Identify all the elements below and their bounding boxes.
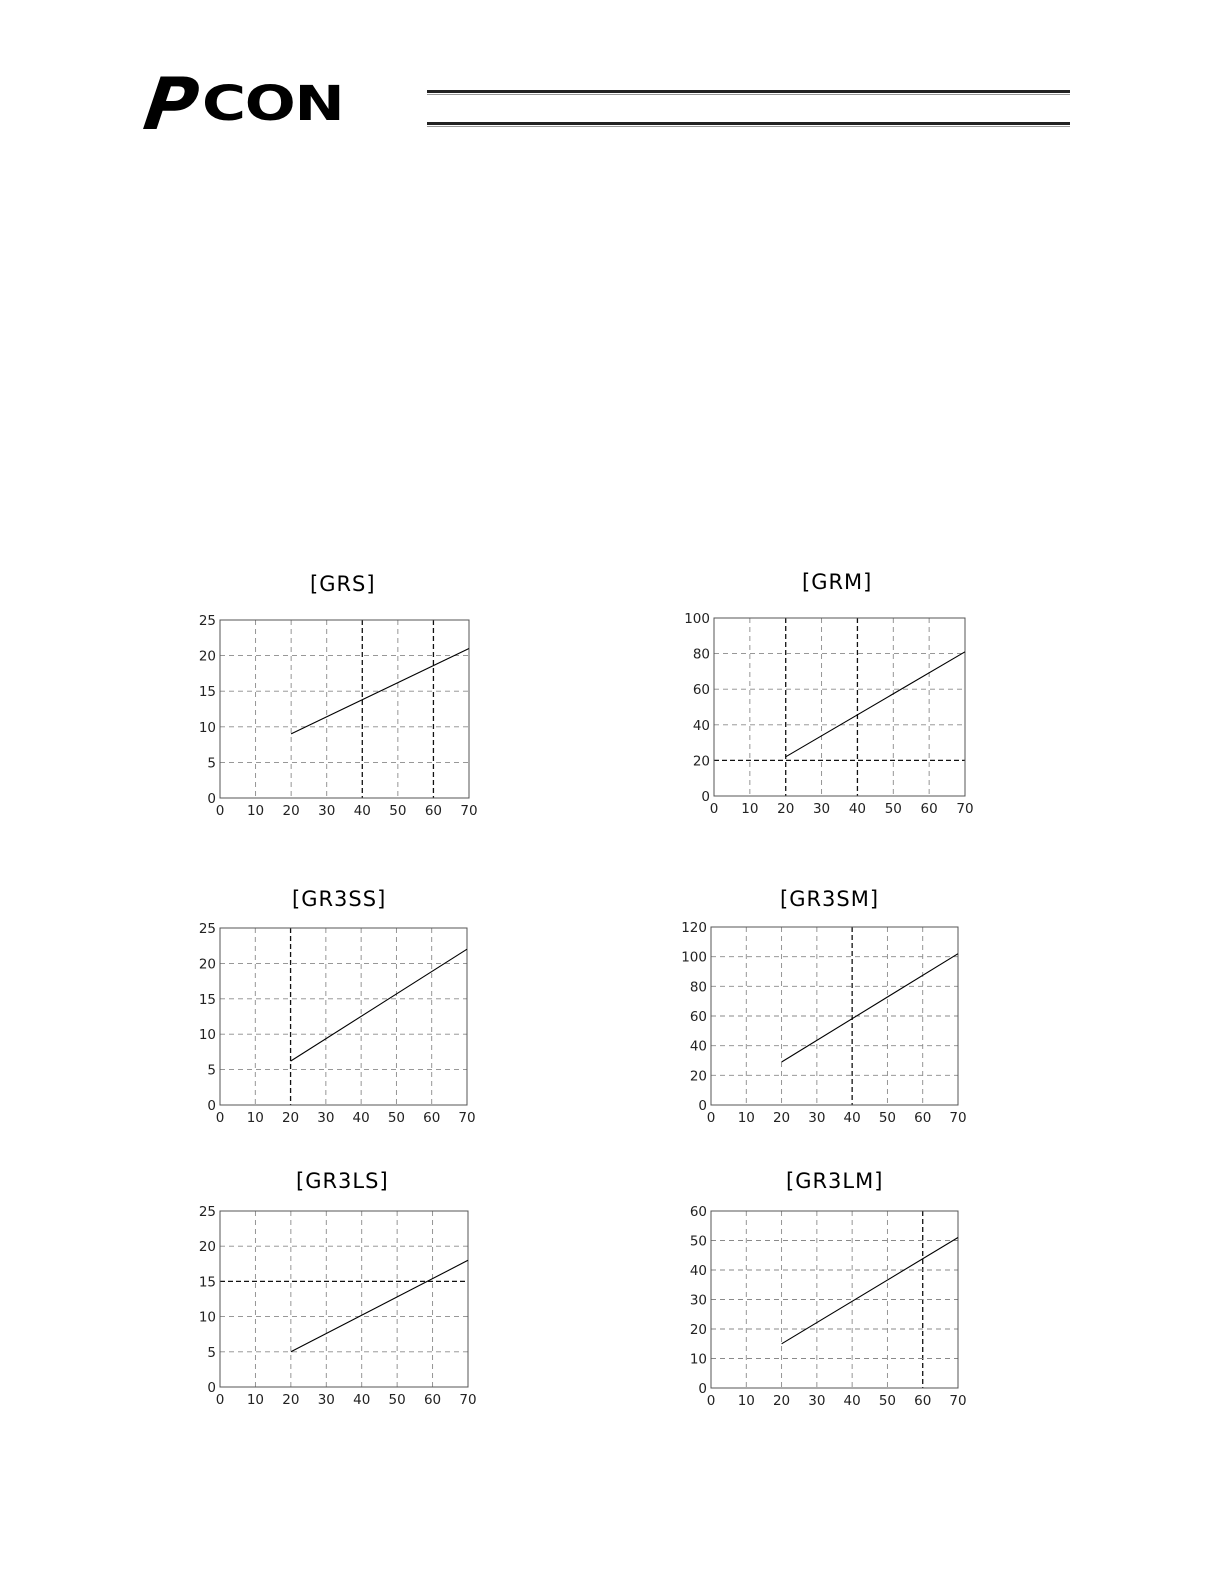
ytick-label-gr3ss-2: 10 bbox=[198, 1027, 216, 1044]
ytick-label-gr3lm-4: 40 bbox=[689, 1263, 707, 1279]
series-line-gr3ls bbox=[291, 1260, 468, 1352]
ytick-label-grm-1: 20 bbox=[692, 753, 710, 770]
xtick-label-gr3ls-3: 30 bbox=[317, 1392, 335, 1408]
chart-gr3lm bbox=[690, 1204, 967, 1409]
ytick-label-gr3sm-5: 100 bbox=[681, 949, 707, 966]
ytick-label-gr3sm-4: 80 bbox=[689, 979, 707, 996]
xtick-label-grs-4: 40 bbox=[353, 803, 371, 819]
xtick-label-gr3ls-0: 0 bbox=[215, 1392, 225, 1408]
xtick-label-grs-2: 20 bbox=[282, 803, 300, 819]
ytick-label-gr3lm-2: 20 bbox=[689, 1322, 707, 1338]
xtick-label-gr3sm-4: 40 bbox=[843, 1110, 861, 1126]
series-line-gr3lm bbox=[782, 1238, 958, 1344]
ytick-label-gr3ls-0: 0 bbox=[207, 1380, 216, 1396]
chart-gr3sm bbox=[681, 920, 966, 1126]
xtick-label-gr3lm-1: 10 bbox=[737, 1393, 755, 1409]
xtick-label-gr3ls-2: 20 bbox=[282, 1392, 300, 1408]
ytick-label-gr3lm-1: 10 bbox=[689, 1351, 707, 1368]
chart-title-gr3ls: [GR3LS] bbox=[296, 1169, 389, 1193]
xtick-label-gr3lm-4: 40 bbox=[843, 1393, 861, 1409]
xtick-label-gr3ls-5: 50 bbox=[388, 1392, 406, 1408]
chart-title-gr3sm: [GR3SM] bbox=[780, 887, 880, 911]
plot-frame-gr3ss bbox=[220, 928, 467, 1105]
xtick-label-gr3sm-0: 0 bbox=[706, 1110, 716, 1126]
series-line-grs bbox=[291, 649, 469, 734]
xtick-label-gr3ls-7: 70 bbox=[459, 1392, 477, 1408]
xtick-label-grm-1: 10 bbox=[741, 801, 759, 817]
xtick-label-grs-3: 30 bbox=[318, 803, 336, 819]
logo-letter-p: P bbox=[139, 62, 202, 146]
ytick-label-gr3sm-2: 40 bbox=[689, 1038, 707, 1055]
xtick-label-gr3ss-4: 40 bbox=[352, 1110, 370, 1126]
plot-frame-gr3ls bbox=[220, 1211, 468, 1387]
ytick-label-gr3ss-4: 20 bbox=[198, 956, 216, 973]
ytick-label-gr3ls-5: 25 bbox=[198, 1204, 216, 1220]
plot-frame-grs bbox=[220, 620, 469, 798]
xtick-label-grs-0: 0 bbox=[215, 803, 225, 819]
ytick-label-grs-4: 20 bbox=[198, 648, 216, 665]
chart-title-gr3ss: [GR3SS] bbox=[292, 887, 387, 911]
xtick-label-gr3ss-2: 20 bbox=[281, 1110, 300, 1126]
xtick-label-gr3lm-0: 0 bbox=[706, 1393, 716, 1409]
xtick-label-grm-5: 50 bbox=[884, 801, 902, 817]
ytick-label-grs-3: 15 bbox=[198, 684, 216, 701]
ytick-label-grm-4: 80 bbox=[692, 646, 710, 663]
xtick-label-grs-6: 60 bbox=[424, 803, 443, 819]
xtick-label-grs-7: 70 bbox=[460, 803, 478, 819]
xtick-label-gr3lm-6: 60 bbox=[914, 1393, 932, 1409]
ytick-label-gr3lm-0: 0 bbox=[698, 1381, 707, 1397]
logo-word-con: CON bbox=[201, 76, 344, 132]
series-line-grm bbox=[786, 652, 965, 757]
xtick-label-grm-7: 70 bbox=[956, 801, 974, 817]
ytick-label-grm-2: 40 bbox=[692, 717, 710, 734]
ytick-label-gr3ls-3: 15 bbox=[198, 1274, 216, 1291]
ytick-label-gr3lm-6: 60 bbox=[689, 1204, 707, 1220]
xtick-label-grm-2: 20 bbox=[777, 801, 795, 817]
xtick-label-gr3ss-3: 30 bbox=[317, 1110, 335, 1126]
xtick-label-grm-3: 30 bbox=[812, 801, 831, 817]
xtick-label-gr3ss-5: 50 bbox=[387, 1110, 406, 1126]
xtick-label-gr3ls-4: 40 bbox=[353, 1392, 371, 1408]
chart-grm bbox=[684, 611, 973, 817]
xtick-label-gr3lm-2: 20 bbox=[772, 1393, 791, 1409]
xtick-label-gr3ss-7: 70 bbox=[458, 1110, 476, 1126]
ytick-label-gr3ss-1: 5 bbox=[207, 1062, 216, 1079]
xtick-label-gr3ss-0: 0 bbox=[215, 1110, 225, 1126]
ytick-label-grm-3: 60 bbox=[692, 682, 710, 699]
chart-gr3ss bbox=[199, 921, 476, 1126]
ytick-label-gr3lm-5: 50 bbox=[689, 1233, 707, 1250]
ytick-label-grs-5: 25 bbox=[198, 613, 216, 629]
ytick-label-gr3ls-4: 20 bbox=[198, 1239, 216, 1256]
plot-frame-grm bbox=[714, 618, 965, 796]
ytick-label-grs-0: 0 bbox=[207, 791, 216, 807]
xtick-label-grs-1: 10 bbox=[246, 803, 265, 819]
chart-grs bbox=[199, 613, 478, 819]
ytick-label-gr3sm-1: 20 bbox=[689, 1068, 707, 1085]
chart-title-grm: [GRM] bbox=[802, 570, 873, 594]
xtick-label-gr3sm-1: 10 bbox=[737, 1110, 755, 1126]
ytick-label-gr3sm-3: 60 bbox=[689, 1009, 707, 1025]
xtick-label-gr3lm-5: 50 bbox=[878, 1393, 897, 1409]
ytick-label-grs-1: 5 bbox=[207, 755, 216, 772]
ytick-label-gr3ss-5: 25 bbox=[198, 921, 216, 937]
xtick-label-grm-0: 0 bbox=[709, 801, 719, 817]
xtick-label-gr3sm-2: 20 bbox=[772, 1110, 791, 1126]
xtick-label-gr3lm-7: 70 bbox=[949, 1393, 967, 1409]
xtick-label-grs-5: 50 bbox=[389, 803, 407, 819]
chart-title-gr3lm: [GR3LM] bbox=[786, 1169, 884, 1193]
xtick-label-gr3ls-6: 60 bbox=[423, 1392, 442, 1408]
xtick-label-gr3ss-6: 60 bbox=[423, 1110, 441, 1126]
chart-title-grs: [GRS] bbox=[310, 572, 376, 596]
ytick-label-grm-0: 0 bbox=[701, 789, 710, 805]
xtick-label-gr3sm-3: 30 bbox=[808, 1110, 826, 1126]
xtick-label-gr3sm-6: 60 bbox=[914, 1110, 932, 1126]
xtick-label-gr3lm-3: 30 bbox=[808, 1393, 826, 1409]
xtick-label-gr3sm-5: 50 bbox=[878, 1110, 897, 1126]
xtick-label-grm-6: 60 bbox=[920, 801, 938, 817]
xtick-label-grm-4: 40 bbox=[848, 801, 867, 817]
xtick-label-gr3ss-1: 10 bbox=[246, 1110, 264, 1126]
ytick-label-gr3ss-3: 15 bbox=[198, 991, 216, 1008]
ytick-label-gr3ss-0: 0 bbox=[207, 1098, 216, 1114]
ytick-label-gr3ls-1: 5 bbox=[207, 1344, 216, 1361]
series-line-gr3ss bbox=[291, 949, 467, 1061]
xtick-label-gr3sm-7: 70 bbox=[949, 1110, 967, 1126]
ytick-label-gr3ls-2: 10 bbox=[198, 1309, 216, 1326]
xtick-label-gr3ls-1: 10 bbox=[246, 1392, 265, 1408]
ytick-label-grs-2: 10 bbox=[198, 719, 216, 736]
chart-gr3ls bbox=[199, 1204, 477, 1408]
ytick-label-gr3lm-3: 30 bbox=[689, 1292, 707, 1309]
ytick-label-gr3sm-6: 120 bbox=[681, 920, 707, 936]
ytick-label-gr3sm-0: 0 bbox=[698, 1098, 707, 1114]
ytick-label-grm-5: 100 bbox=[684, 611, 710, 627]
